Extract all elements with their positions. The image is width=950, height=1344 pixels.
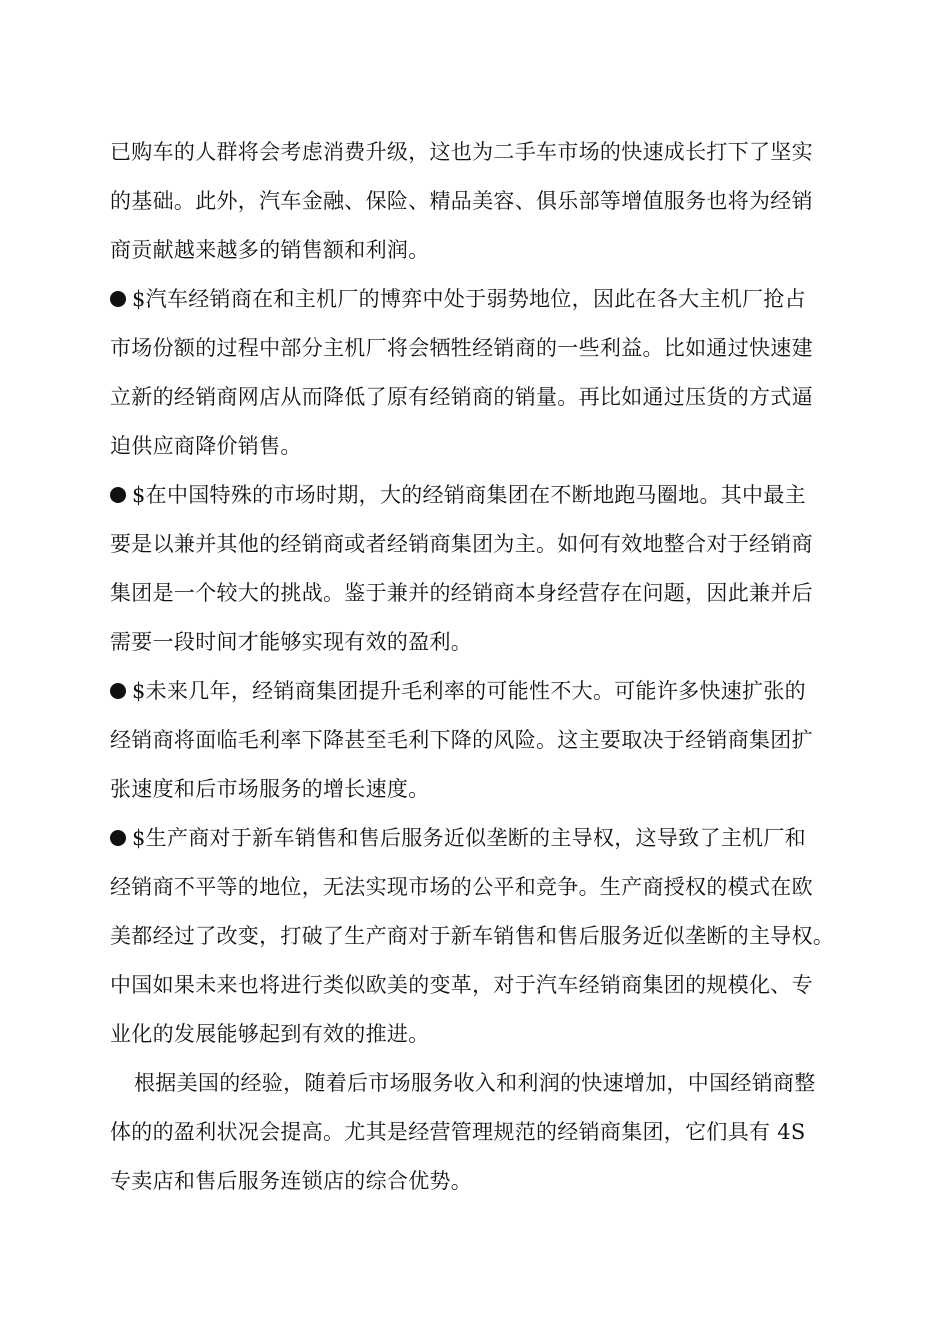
text-line: $在中国特殊的市场时期，大的经销商集团在不断地跑马圈地。其中最主	[132, 483, 806, 507]
text-line: 已购车的人群将会考虑消费升级，这也为二手车市场的快速成长打下了坚实	[110, 140, 813, 164]
text-line: 经销商将面临毛利率下降甚至毛利下降的风险。这主要取决于经销商集团扩	[110, 728, 813, 752]
text-line: 经销商不平等的地位，无法实现市场的公平和竞争。生产商授权的模式在欧	[110, 875, 813, 899]
text-line: $汽车经销商在和主机厂的博弈中处于弱势地位，因此在各大主机厂抢占	[132, 287, 806, 311]
bullet-first-line	[110, 275, 850, 324]
document-body	[110, 128, 850, 1206]
text-line: 商贡献越来越多的销售额和利润。	[110, 238, 430, 262]
paragraph-continued	[110, 128, 850, 275]
text-line: 体的的盈利状况会提高。尤其是经营管理规范的经销商集团，它们具有 4S	[110, 1120, 806, 1144]
bullet-first-line	[110, 814, 850, 863]
text-line: 专卖店和售后服务连锁店的综合优势。	[110, 1169, 473, 1193]
text-line: 业化的发展能够起到有效的推进。	[110, 1022, 430, 1046]
bullet-icon	[110, 291, 126, 307]
text-line: 要是以兼并其他的经销商或者经销商集团为主。如何有效地整合对于经销商	[110, 532, 813, 556]
text-line: 迫供应商降价销售。	[110, 434, 302, 458]
bullet-first-line	[110, 471, 850, 520]
text-line: $未来几年，经销商集团提升毛利率的可能性不大。可能许多快速扩张的	[132, 679, 806, 703]
text-line: 根据美国的经验，随着后市场服务收入和利润的快速增加，中国经销商整	[134, 1071, 816, 1095]
bullet-item	[110, 814, 850, 1059]
text-line: 的基础。此外，汽车金融、保险、精品美容、俱乐部等增值服务也将为经销	[110, 189, 813, 213]
text-line: 需要一段时间才能够实现有效的盈利。	[110, 630, 473, 654]
text-line: 张速度和后市场服务的增长速度。	[110, 777, 430, 801]
text-line: 集团是一个较大的挑战。鉴于兼并的经销商本身经营存在问题，因此兼并后	[110, 581, 813, 605]
bullet-icon	[110, 487, 126, 503]
bullet-item	[110, 275, 850, 471]
text-line: $生产商对于新车销售和售后服务近似垄断的主导权，这导致了主机厂和	[132, 826, 806, 850]
text-line: 中国如果未来也将进行类似欧美的变革，对于汽车经销商集团的规模化、专	[110, 973, 813, 997]
bullet-item	[110, 471, 850, 667]
text-line: 立新的经销商网店从而降低了原有经销商的销量。再比如通过压货的方式逼	[110, 385, 813, 409]
paragraph-conclusion	[110, 1059, 850, 1206]
bullet-first-line	[110, 667, 850, 716]
bullet-item	[110, 667, 850, 814]
bullet-icon	[110, 830, 126, 846]
bullet-icon	[110, 683, 126, 699]
text-line: 美都经过了改变，打破了生产商对于新车销售和售后服务近似垄断的主导权。	[110, 924, 835, 948]
text-line: 市场份额的过程中部分主机厂将会牺牲经销商的一些利益。比如通过快速建	[110, 336, 813, 360]
